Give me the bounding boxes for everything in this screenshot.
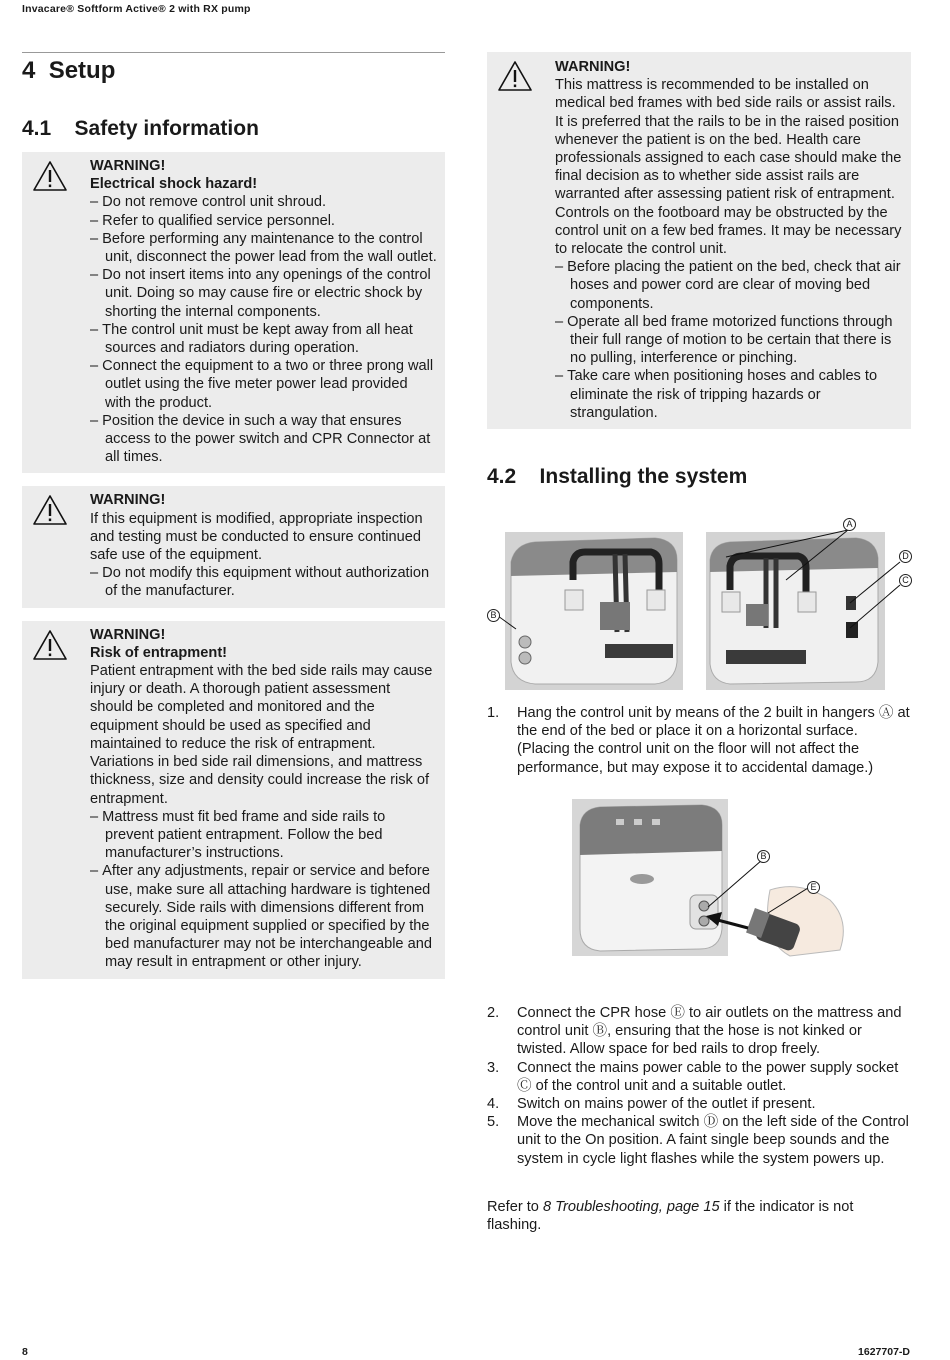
list-item: – Before placing the patient on the bed, check that air hoses and power cord are clear of moving bed components. xyxy=(555,258,903,313)
step-1: 1. Hang the control unit by means of the 2 built in hangers Ⓐ at the end of the bed or place it on a horizontal surface. (Placing the control unit on the floor will not affect the performance, but may expose it to accidental damage.) xyxy=(487,705,910,776)
list-item: – Do not insert items into any openings of the control unit. Doing so may cause fire or electric shock by shorting the internal components. xyxy=(90,266,437,321)
list-item: – Before performing any maintenance to the control unit, disconnect the power lead from the wall outlet. xyxy=(90,230,437,266)
list-item: – Position the device in such a way that ensures access to the power switch and CPR Connector at all times. xyxy=(90,412,437,467)
warning-modification xyxy=(22,486,445,607)
list-item: – Mattress must fit bed frame and side rails to prevent patient entrapment. Follow the bed manufacturer’s instructions. xyxy=(90,808,437,863)
section-rule xyxy=(22,52,445,53)
subsection-heading-safety: 4.1 Safety information xyxy=(22,117,259,140)
warning-list xyxy=(90,193,437,466)
list-item: – Refer to qualified service personnel. xyxy=(90,212,437,230)
list-item: – Operate all bed frame motorized functions through their full range of motion to be certain that there is no pulling, interference or pinching. xyxy=(555,313,903,368)
warning-triangle-icon xyxy=(32,629,68,661)
warning-triangle-icon xyxy=(32,160,68,192)
left-column xyxy=(22,52,445,979)
callout-a: A xyxy=(843,518,856,531)
step-4: 4. Switch on mains power of the outlet if present. xyxy=(487,1096,816,1113)
list-item: – Do not modify this equipment without authorization of the manufacturer. xyxy=(90,564,437,600)
warning-body: Patient entrapment with the bed side rails may cause injury or death. A thorough patient assessment should be completed and monitored and the equipment should be used as specified and maintained to reduce the risk of entrapment. Variations in bed side rail dimensions, and mattress thickness, size and density could increase the risk of entrapment. xyxy=(90,663,433,807)
list-item: – Connect the equipment to a two or three prong wall outlet using the five meter power lead provided with the product. xyxy=(90,357,437,412)
warning-body: Controls on the footboard may be obstructed by the control unit on a few bed frames. It may be necessary to relocate the control unit. xyxy=(555,204,902,258)
subsection-heading-install: 4.2 Installing the system xyxy=(487,465,748,489)
warning-body: This mattress is recommended to be installed on medical bed frames with bed side rails or assist rails. It is preferred that the rails to be in the raised position whenever the patient is on the bed. Health care professionals assigned to each case should make the final decision as to whether side assist rails are warranted after assessing patient risk of entrapment. xyxy=(555,77,902,203)
list-item: – After any adjustments, repair or service and before use, make sure all attaching hardware is tightened securely. Side rails with dimensions different from the original equipment supplied or specified by the bed manufacturer may not be interchangeable and may result in entrapment or other injury. xyxy=(90,862,437,971)
section-heading: 4 Setup xyxy=(22,57,116,84)
list-item: – Do not remove control unit shroud. xyxy=(90,193,437,211)
page-number: 8 xyxy=(22,1346,28,1358)
warning-subheading: Risk of entrapment! xyxy=(90,644,228,661)
warning-subheading: Electrical shock hazard! xyxy=(90,176,258,193)
callout-e: E xyxy=(807,881,820,894)
callout-c: C xyxy=(899,574,912,587)
warning-label: WARNING! xyxy=(90,626,166,643)
warning-entrapment xyxy=(22,621,445,979)
callout-b: B xyxy=(757,850,770,863)
callout-b: B xyxy=(487,609,500,622)
warning-label: WARNING! xyxy=(90,492,166,509)
warning-list xyxy=(90,808,437,972)
warning-electrical-shock xyxy=(22,152,445,473)
running-header: Invacare® Softform Active® 2 with RX pump xyxy=(22,3,251,15)
warning-bed-frame xyxy=(487,52,911,429)
right-column xyxy=(487,52,911,490)
warning-label: WARNING! xyxy=(555,59,631,75)
warning-triangle-icon xyxy=(497,60,533,92)
step-3: 3. Connect the mains power cable to the power supply socket Ⓒ of the control unit and a suitable outlet. xyxy=(487,1059,899,1094)
list-item: – Take care when positioning hoses and cables to eliminate the risk of tripping hazards or strangulation. xyxy=(555,367,903,422)
list-item: – The control unit must be kept away from all heat sources and radiators during operation. xyxy=(90,321,437,357)
warning-label: WARNING! xyxy=(90,158,166,174)
callout-leader-lines xyxy=(690,855,820,915)
troubleshooting-link[interactable]: 8 Troubleshooting, page 15 xyxy=(542,1199,720,1215)
warning-list xyxy=(90,564,437,600)
document-id: 1627707-D xyxy=(858,1346,910,1358)
callout-d: D xyxy=(899,550,912,563)
steps-list-1 xyxy=(487,704,911,777)
troubleshooting-reference: Refer to 8 Troubleshooting, page 15 if the indicator is not flashing. xyxy=(487,1199,854,1234)
steps-list-2 xyxy=(487,1004,911,1168)
step-5: 5. Move the mechanical switch Ⓓ on the left side of the Control unit to the On position. A faint single beep sounds and the system in cycle light flashes while the system powers up. xyxy=(487,1114,909,1167)
step-2: 2. Connect the CPR hose Ⓔ to air outlets on the mattress and control unit Ⓑ, ensuring that the hose is not kinked or twisted. Allow space for bed rails to drop freely. xyxy=(487,1005,902,1058)
warning-body: If this equipment is modified, appropriate inspection and testing must be conducted to ensure continued safe use of the equipment. xyxy=(90,510,423,564)
warning-triangle-icon xyxy=(32,494,68,526)
callout-leader-lines xyxy=(486,515,920,695)
warning-list xyxy=(555,258,903,422)
